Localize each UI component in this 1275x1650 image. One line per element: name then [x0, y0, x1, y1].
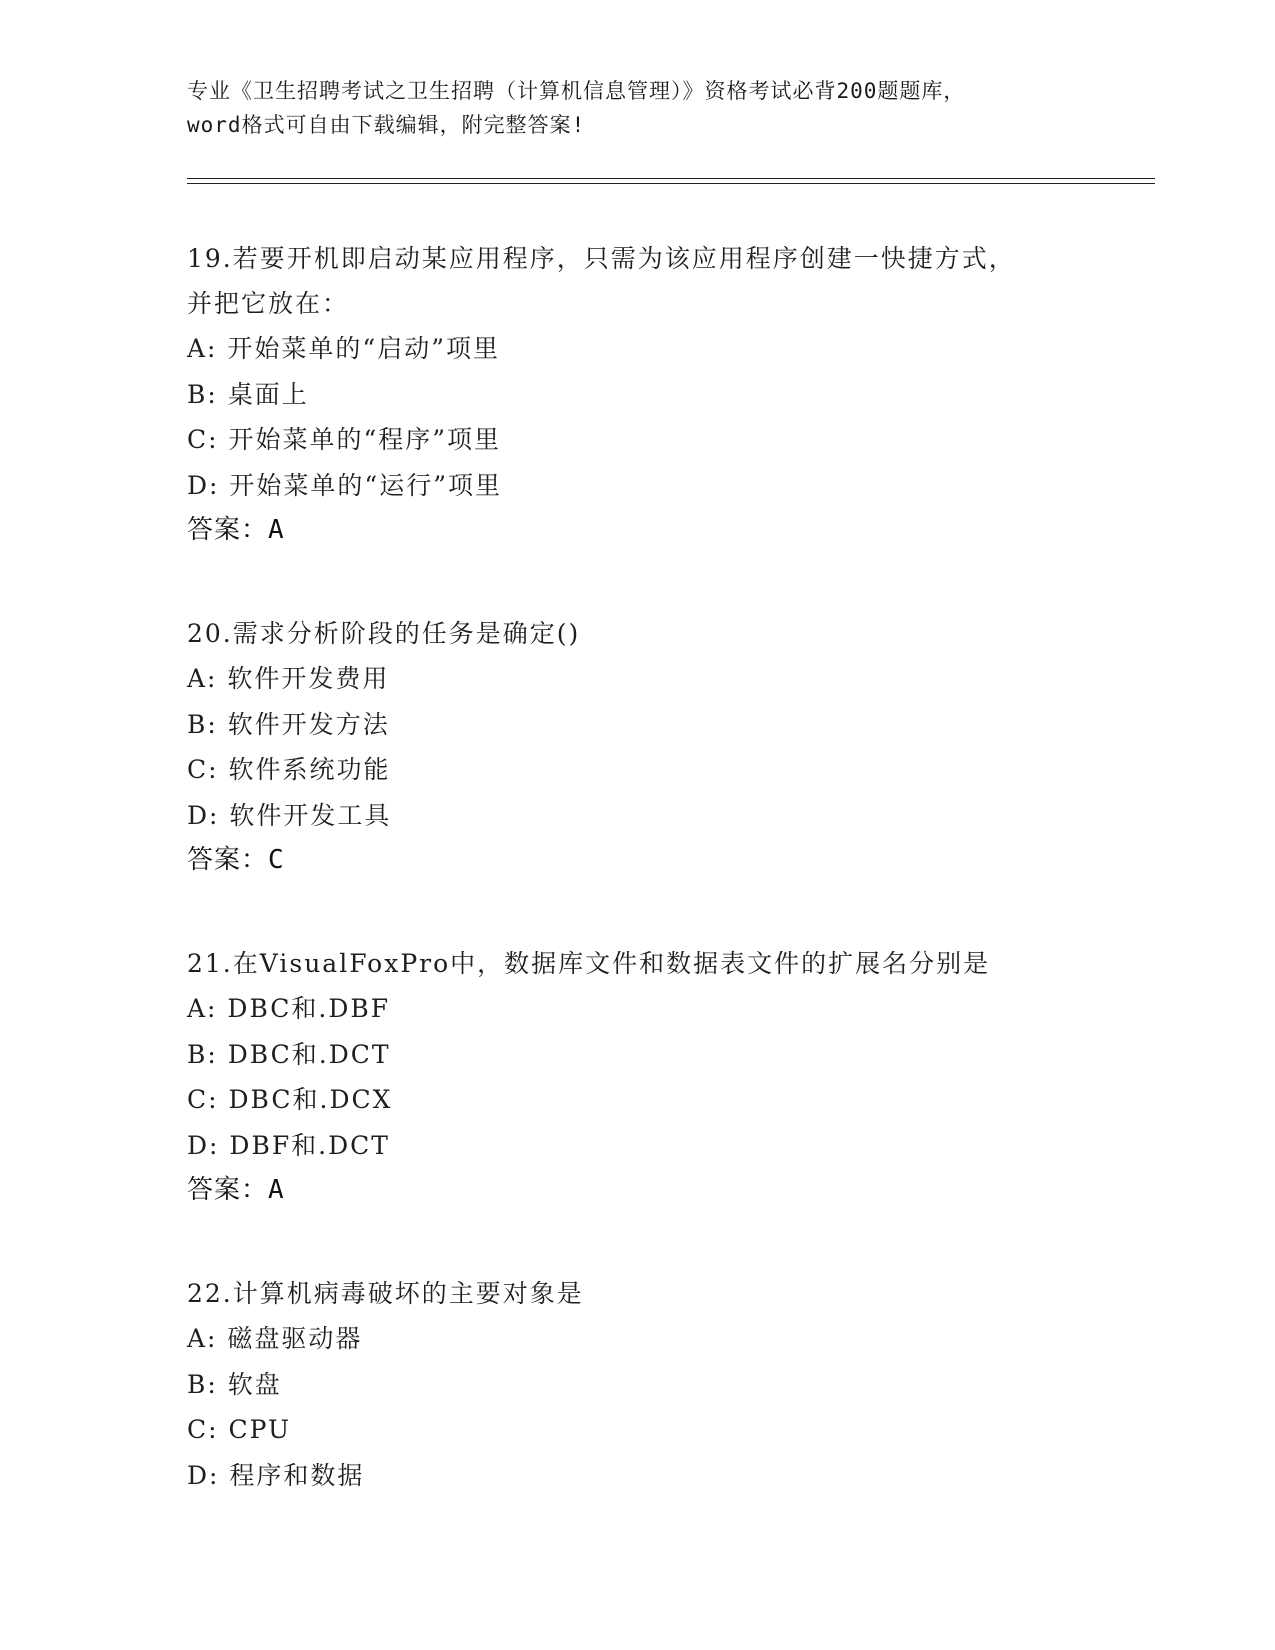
option-c: C: CPU [187, 1415, 292, 1444]
question-list [187, 236, 1087, 1556]
option-a: A: 软件开发费用 [187, 664, 390, 693]
option-b: B: DBC和.DCT [187, 1039, 391, 1069]
option-a: A: 磁盘驱动器 [187, 1324, 363, 1353]
option-b: B: 软盘 [187, 1369, 282, 1399]
question-text: 21.在VisualFoxPro中，数据库文件和数据表文件的扩展名分别是 [187, 949, 991, 978]
option-c: C: 软件系统功能 [187, 755, 391, 784]
option-a: A: 开始菜单的“启动”项里 [187, 334, 500, 363]
option-c: C: DBC和.DCX [187, 1085, 393, 1114]
document-header [187, 74, 1087, 142]
option-d: D: DBF和.DCT [187, 1130, 390, 1160]
option-a: A: DBC和.DBF [187, 994, 391, 1023]
question-text: 19.若要开机即启动某应用程序，只需为该应用程序创建一快捷方式， [187, 244, 1016, 273]
header-divider-bottom [187, 183, 1155, 184]
question-20 [187, 611, 1087, 883]
question-22 [187, 1271, 1087, 1498]
option-b: B: 桌面上 [187, 379, 309, 409]
option-c: C: 开始菜单的“程序”项里 [187, 425, 502, 454]
option-b: B: 软件开发方法 [187, 709, 390, 739]
header-divider-top [187, 178, 1155, 179]
answer: 答案：A [187, 1175, 285, 1205]
question-21 [187, 941, 1087, 1213]
question-19 [187, 236, 1087, 553]
answer: 答案：C [187, 845, 285, 875]
question-text: 22.计算机病毒破坏的主要对象是 [187, 1279, 584, 1308]
option-d: D: 软件开发工具 [187, 800, 392, 830]
option-d: D: 程序和数据 [187, 1460, 365, 1490]
header-line-1: 专业《卫生招聘考试之卫生招聘（计算机信息管理）》资格考试必背200题题库， [187, 79, 966, 103]
question-text: 20.需求分析阶段的任务是确定() [187, 619, 581, 648]
answer: 答案：A [187, 515, 285, 545]
question-text-continued: 并把它放在： [187, 289, 350, 318]
option-d: D: 开始菜单的“运行”项里 [187, 470, 502, 500]
header-line-2: word格式可自由下载编辑，附完整答案! [187, 113, 586, 137]
